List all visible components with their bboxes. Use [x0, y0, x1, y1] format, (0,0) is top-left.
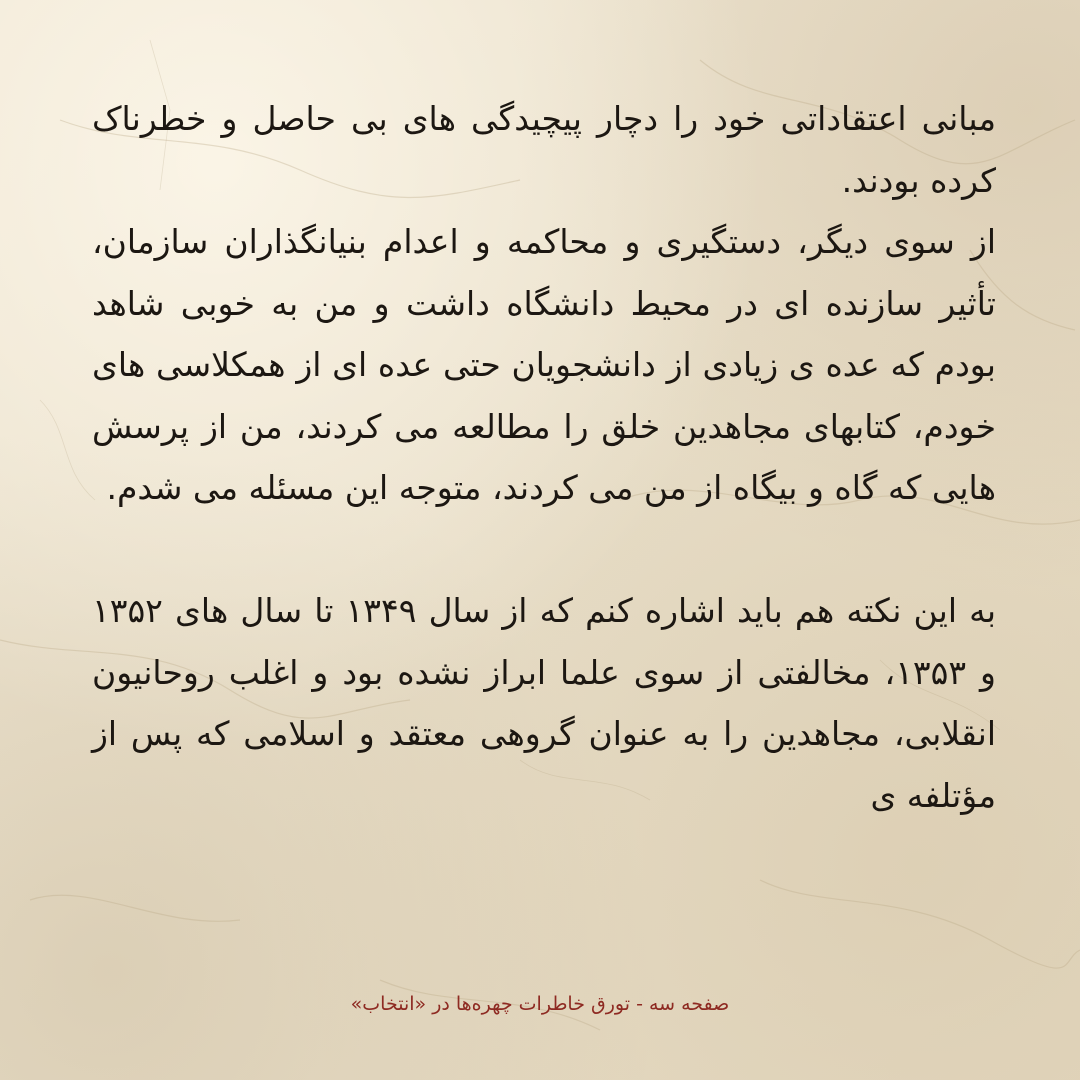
paragraph-3: به این نکته هم باید اشاره کنم که از سال ۱۳۴۹ تا سال های ۱۳۵۲ و ۱۳۵۳، مخالفتی از سوی علما ابراز نشده بود و اغلب روحانیون انقلابی، مجاهدین را به عنوان گروهی معتقد و اسلامی که پس از مؤتلفه ی — [92, 591, 996, 815]
paragraph-spacer — [92, 519, 996, 581]
book-page-text — [92, 88, 996, 826]
paragraph-2: از سوی دیگر، دستگیری و محاکمه و اعدام بنیانگذاران سازمان، تأثیر سازنده ای در محیط دانشگاه داشت و من به خوبی شاهد بودم که عده ی زیادی از دانشجویان حتی عده ای از همکلاسی های خودم، کتابهای مجاهدین خلق را مطالعه می کردند، من از پرسش هایی که گاه و بیگاه از من می کردند، متوجه این مسئله می شدم. — [92, 222, 996, 507]
paragraph-1: مبانی اعتقاداتی خود را دچار پیچیدگی های بی حاصل و خطرناک کرده بودند. — [92, 99, 996, 200]
source-caption: صفحه سه - تورق خاطرات چهره‌ها در «انتخاب» — [350, 993, 730, 1015]
